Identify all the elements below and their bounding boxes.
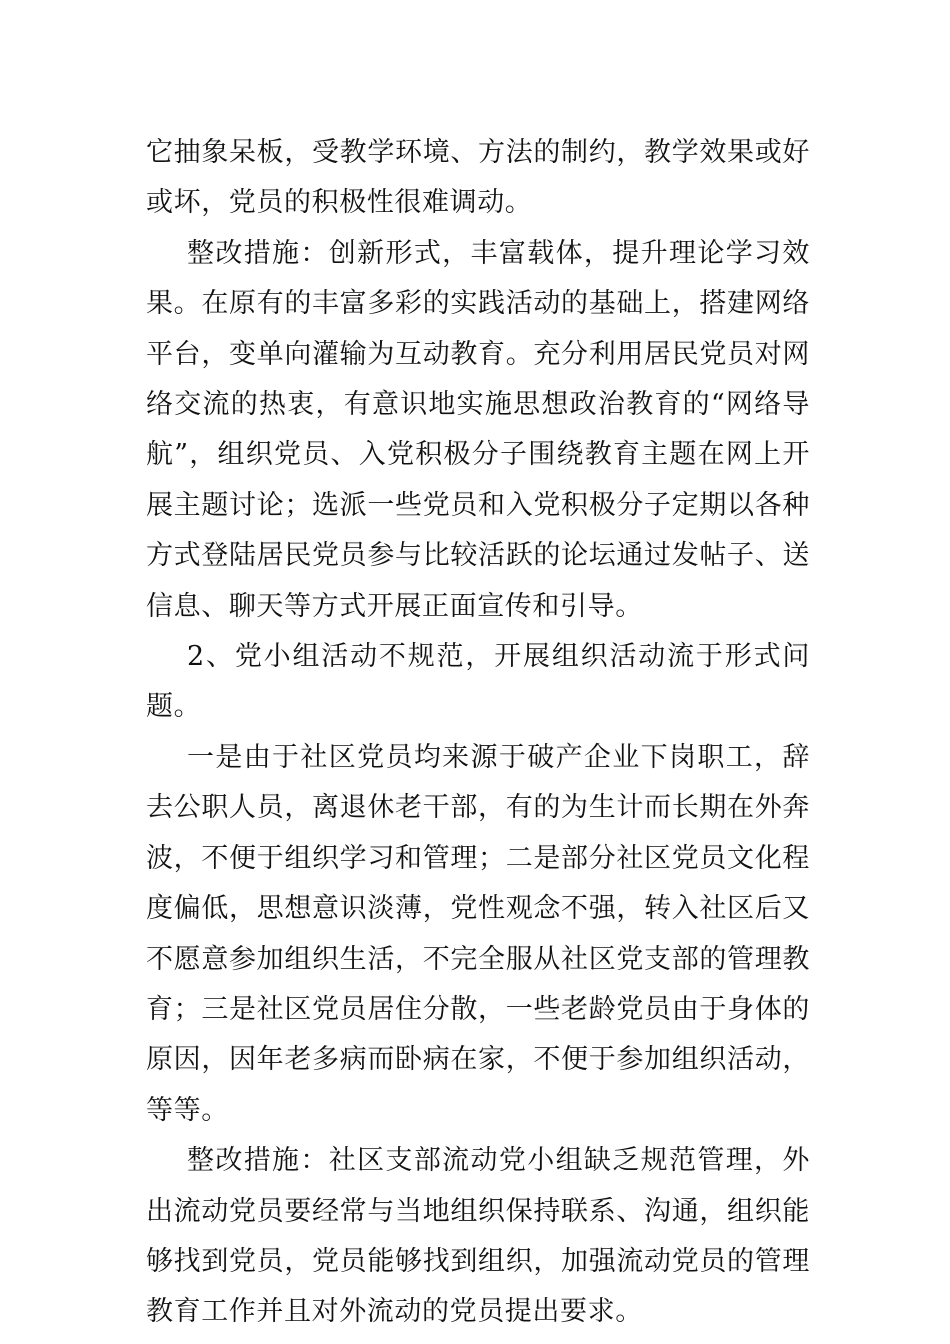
document-body bbox=[146, 128, 810, 1338]
paragraph-rectification-measures-1: 整改措施：创新形式，丰富载体，提升理论学习效果。在原有的丰富多彩的实践活动的基础上，搭建网络平台，变单向灌输为互动教育。充分利用居民党员对网络交流的热衷，有意识地实施思想政治教育的“网络导航”，组织党员、入党积极分子围绕教育主题在网上开展主题讨论；选派一些党员和入党积极分子定期以各种方式登陆居民党员参与比较活跃的论坛通过发帖子、送信息、聊天等方式开展正面宣传和引导。 bbox=[146, 237, 810, 622]
paragraph-rectification-measures-2: 整改措施：社区支部流动党小组缺乏规范管理，外出流动党员要经常与当地组织保持联系、沟通，组织能够找到党员，党员能够找到组织，加强流动党员的管理教育工作并且对外流动的党员提出要求。 bbox=[146, 1145, 810, 1328]
paragraph-continuation: 它抽象呆板，受教学环境、方法的制约，教学效果或好或坏，党员的积极性很难调动。 bbox=[146, 137, 810, 219]
paragraph-issue-causes: 一是由于社区党员均来源于破产企业下岗职工，辞去公职人员，离退休老干部，有的为生计而长期在外奔波，不便于组织学习和管理；二是部分社区党员文化程度偏低，思想意识淡薄，党性观念不强，转入社区后又不愿意参加组织生活，不完全服从社区党支部的管理教育；三是社区党员居住分散，一些老龄党员由于身体的原因，因年老多病而卧病在家，不便于参加组织活动，等等。 bbox=[146, 741, 810, 1126]
paragraph-issue-heading-2: 2、党小组活动不规范，开展组织活动流于形式问题。 bbox=[146, 641, 810, 723]
